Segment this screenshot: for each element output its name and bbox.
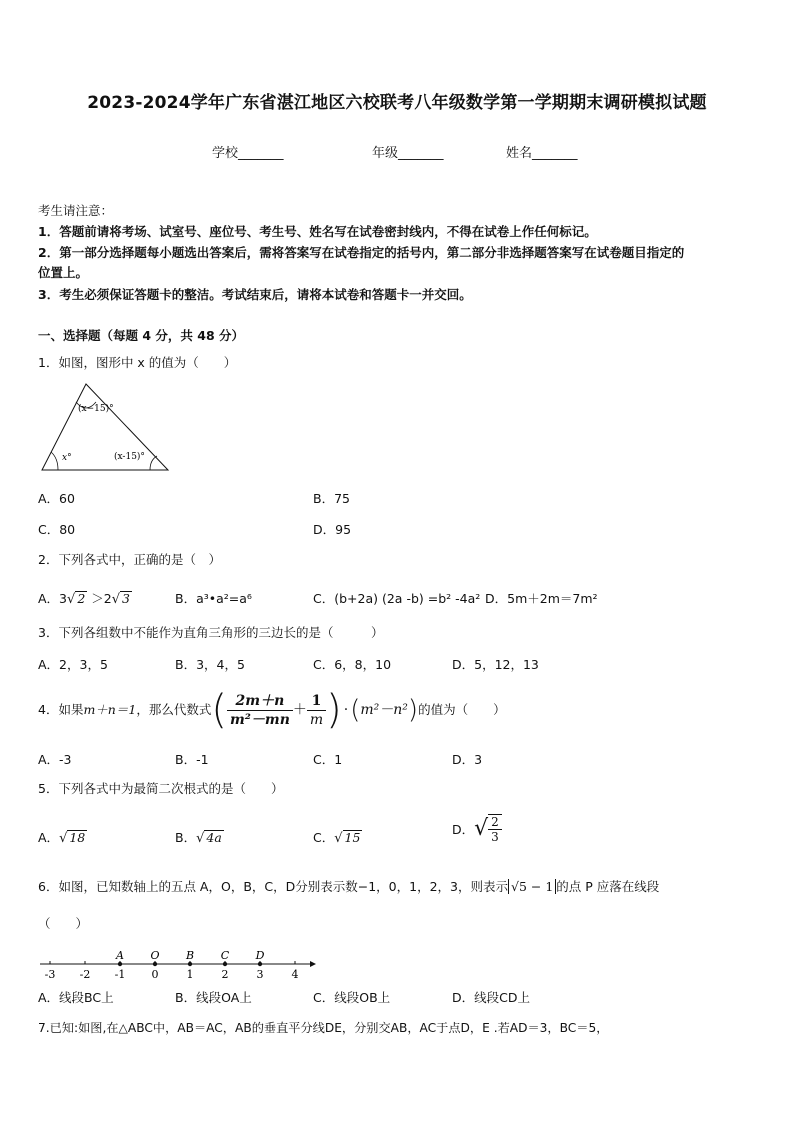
q4-f2-numerator: 1 — [307, 692, 326, 711]
left-angle-label: x° — [62, 453, 72, 463]
grade-field[interactable]: 年级_______ — [372, 146, 444, 161]
axis-tick-label: -2 — [79, 968, 91, 981]
q2-option-b[interactable]: B．a³•a²=a⁶ — [175, 591, 252, 606]
q6-option-b[interactable]: B．线段OA上 — [175, 990, 252, 1005]
q4-f2-denominator: m — [309, 711, 324, 728]
q4-option-b[interactable]: B．-1 — [175, 752, 209, 767]
top-angle-label: (x−15)° — [78, 404, 114, 414]
axis-point — [153, 962, 157, 966]
q5-d-radical-sign: √ — [474, 816, 489, 841]
q5-d-fraction — [488, 814, 502, 844]
q1-option-b[interactable]: B．75 — [313, 491, 350, 506]
q4-option-c[interactable]: C．1 — [313, 752, 343, 767]
triangle-shape — [42, 384, 168, 470]
q5-a-radicand: 18 — [69, 830, 86, 845]
axis-point-label: O — [150, 949, 160, 962]
axis-point-label: B — [185, 949, 195, 962]
axis-point-label: D — [255, 949, 265, 962]
q4-prefix: 4．如果 — [38, 702, 84, 717]
q4-right-paren-1: ) — [326, 687, 342, 733]
q6-number-line — [36, 946, 318, 982]
q6-abs-expr: √5 − 1 — [508, 879, 556, 894]
q4-fraction-2 — [307, 692, 326, 729]
axis-point-label: A — [116, 949, 124, 962]
axis-tick-label: -3 — [44, 968, 56, 981]
q4-stem — [38, 684, 506, 736]
axis-point — [223, 962, 227, 966]
q2-a-prefix: A．3 — [38, 591, 68, 606]
axis-point-label: C — [220, 949, 230, 962]
q2-a-compare: ＞2 — [87, 591, 112, 606]
axis-point — [118, 962, 122, 966]
q6-stem-text: 6．如图，已知数轴上的五点 A，O，B，C，D分别表示数−1，0，1，2，3，则表示 — [38, 879, 508, 894]
q3-option-a[interactable]: A．2，3，5 — [38, 657, 108, 672]
q5-a-prefix: A． — [38, 830, 60, 845]
axis-point — [188, 962, 192, 966]
section-heading: 一、选择题（每题 4 分，共 48 分） — [38, 328, 245, 343]
q3-option-d[interactable]: D．5，12，13 — [452, 657, 539, 672]
q5-d-numerator: 2 — [488, 815, 502, 830]
name-field[interactable]: 姓名_______ — [506, 146, 578, 161]
q6-option-c[interactable]: C．线段OB上 — [313, 990, 391, 1005]
q2-option-a[interactable]: A．3√ 2 ＞2√ 3 — [38, 591, 130, 607]
axis-point — [258, 962, 262, 966]
q4-right-paren-2: ) — [407, 695, 419, 725]
q5-option-d[interactable] — [452, 814, 502, 844]
q3-stem: 3．下列各组数中不能作为直角三角形的三边长的是（ ） — [38, 625, 384, 640]
q4-mid: ，那么代数式 — [136, 702, 212, 717]
q5-option-b[interactable]: B．√ 4a — [175, 830, 222, 846]
notice-item-2: 2．第一部分选择题每小题选出答案后，需将答案写在试卷指定的括号内，第二部分非选择题答案写在试卷题目指定的 — [38, 245, 685, 260]
q5-b-prefix: B． — [175, 830, 197, 845]
q6-paren: （ ） — [38, 916, 89, 931]
q2-a-radicand-1: 2 — [77, 591, 86, 606]
exam-title: 2023-2024学年广东省湛江地区六校联考八年级数学第一学期期末调研模拟试题 — [87, 93, 707, 113]
q4-dot: · — [343, 702, 349, 718]
notice-item-3: 3．考生必须保证答题卡的整洁。考试结束后，请将本试卷和答题卡一并交回。 — [38, 287, 472, 302]
q1-triangle-figure — [38, 380, 174, 476]
notice-item-1: 1．答题前请将考场、试室号、座位号、考生号、姓名写在试卷密封线内，不得在试卷上作任何标记。 — [38, 224, 597, 239]
axis-tick-label: 0 — [151, 968, 159, 981]
axis-tick-label: 3 — [256, 968, 264, 981]
q4-left-paren-2: ( — [350, 695, 361, 725]
q5-b-radicand: 4a — [206, 830, 222, 845]
q3-option-c[interactable]: C．6，8，10 — [313, 657, 392, 672]
q4-tail-expr: m²－n² — [360, 702, 408, 718]
left-angle-arc — [51, 452, 58, 470]
q5-stem: 5．下列各式中为最简二次根式的是（ ） — [38, 781, 284, 796]
notice-item-2-cont: 位置上。 — [38, 265, 89, 280]
q4-f1-denominator: m²－mn — [229, 711, 290, 728]
right-angle-arc — [150, 456, 157, 470]
q1-option-d[interactable]: D．95 — [313, 522, 352, 537]
q3-option-b[interactable]: B．3，4，5 — [175, 657, 245, 672]
q5-option-c[interactable]: C．√ 15 — [313, 830, 361, 846]
q5-d-denominator: 3 — [491, 830, 499, 844]
axis-tick-label: 1 — [186, 968, 194, 981]
q4-left-paren-1: ( — [211, 687, 227, 733]
school-field[interactable]: 学校_______ — [212, 146, 284, 161]
q4-option-d[interactable]: D．3 — [452, 752, 483, 767]
axis-arrow — [310, 961, 316, 967]
q4-condition: m＋n＝1 — [83, 702, 137, 717]
q1-stem: 1．如图，图形中 x 的值为（ ） — [38, 355, 237, 370]
q2-option-c[interactable]: C．(b+2a) (2a -b) =b² -4a² — [313, 591, 481, 606]
q4-plus: ＋ — [292, 702, 307, 718]
notice-heading: 考生请注意： — [38, 203, 114, 218]
q7-stem: 7.已知:如图,在△ABC中，AB＝AC，AB的垂直平分线DE，分别交AB，AC于点D，E .若AD＝3，BC＝5， — [38, 1021, 609, 1035]
q2-a-radicand-2: 3 — [122, 591, 130, 606]
q4-f1-numerator: 2m＋n — [227, 692, 293, 711]
axis-tick-label: 4 — [291, 968, 299, 981]
q6-option-a[interactable]: A．线段BC上 — [38, 990, 114, 1005]
q5-option-a[interactable]: A．√ 18 — [38, 830, 86, 846]
right-angle-label: (x-15)° — [114, 452, 145, 462]
axis-tick-label: 2 — [221, 968, 229, 981]
q5-c-radicand: 15 — [344, 830, 361, 845]
q4-option-a[interactable]: A．-3 — [38, 752, 72, 767]
q4-fraction-1 — [227, 692, 293, 729]
q6-stem — [38, 878, 659, 896]
q2-option-d[interactable]: D．5m＋2m＝7m² — [485, 591, 598, 606]
q6-stem-text-2: 的点 P 应落在线段 — [556, 879, 660, 894]
axis-tick-label: -1 — [114, 968, 126, 981]
q2-stem: 2．下列各式中，正确的是（ ） — [38, 552, 221, 567]
q5-d-prefix: D． — [452, 822, 475, 837]
q4-suffix: 的值为（ ） — [418, 702, 506, 717]
q5-c-prefix: C． — [313, 830, 335, 845]
q6-option-d[interactable]: D．线段CD上 — [452, 990, 530, 1005]
q1-option-a[interactable]: A．60 — [38, 491, 75, 506]
q1-option-c[interactable]: C．80 — [38, 522, 76, 537]
